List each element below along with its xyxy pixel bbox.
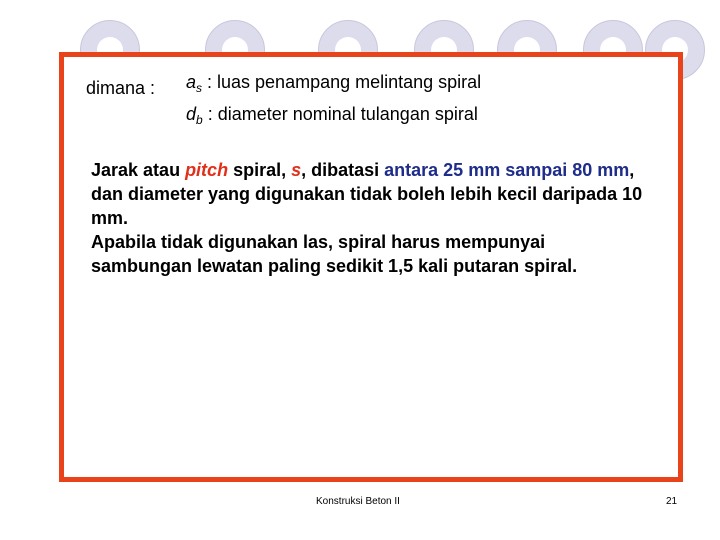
text-run: spiral,	[228, 160, 292, 180]
paragraph-1	[91, 158, 651, 230]
definition-db	[186, 104, 478, 127]
footer-title: Konstruksi Beton II	[316, 496, 400, 507]
body-paragraph	[91, 158, 651, 278]
symbol-a: a	[186, 72, 197, 92]
subscript-b: b	[196, 113, 203, 127]
term-pitch: pitch	[185, 160, 229, 180]
definition-as-text: : luas penampang melintang spiral	[202, 72, 482, 92]
text-run: , dan diameter yang digunakan tidak boleh lebih kecil daripada 10 mm.	[91, 160, 643, 228]
text-run: , dibatasi	[301, 160, 385, 180]
paragraph-2: Apabila tidak digunakan las, spiral harus mempunyai sambungan lewatan paling sedikit 1,5 kali putaran spiral.	[91, 232, 578, 276]
page-number: 21	[666, 496, 678, 507]
definition-as	[186, 72, 481, 95]
range-highlight: antara 25 mm sampai 80 mm	[384, 160, 630, 180]
definition-db-text: : diameter nominal tulangan spiral	[202, 104, 478, 124]
definitions-lead: dimana :	[86, 78, 156, 98]
text-run: Jarak atau	[91, 160, 186, 180]
symbol-s: s	[291, 160, 302, 180]
subscript-s: s	[196, 81, 203, 95]
symbol-d: d	[186, 104, 197, 124]
